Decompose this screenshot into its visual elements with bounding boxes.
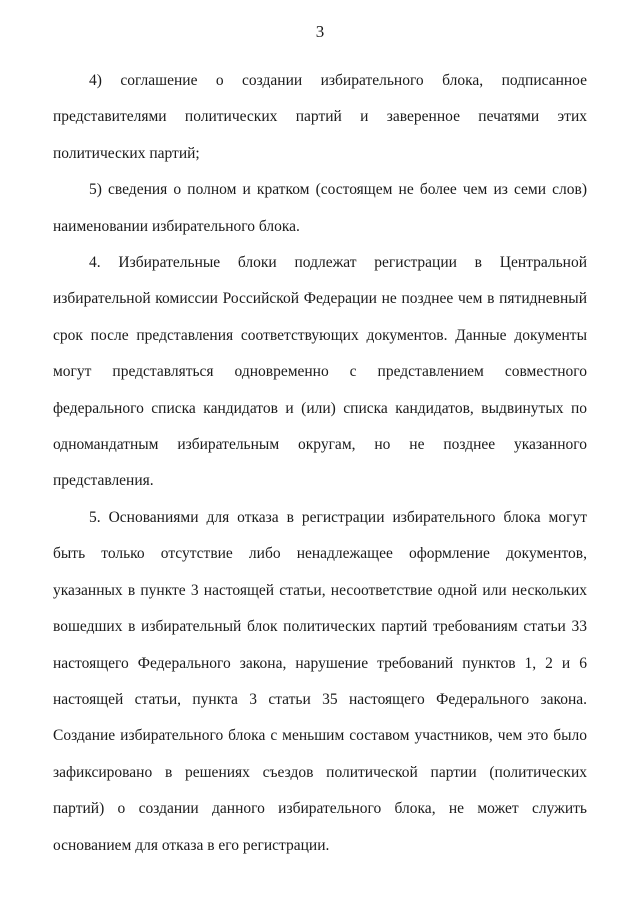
paragraph-agreement-item: 4) соглашение о создании избирательного блока, подписанное представителями политических партий и заверенное печатями этих политических партий; xyxy=(53,72,587,162)
page-number: 3 xyxy=(315,22,325,41)
paragraph-name-item: 5) сведения о полном и кратком (состоящем не более чем из семи слов) наименовании избирательного блока. xyxy=(53,181,587,235)
document-body xyxy=(53,63,587,864)
paragraph-refusal-grounds-clause: 5. Основаниями для отказа в регистрации избирательного блока могут быть только отсутствие либо ненадлежащее оформление документов, указанных в пункте 3 настоящей статьи, несоответствие одной или нескольких вошедших в избирательный блок политических партий требованиям статьи 33 настоящего Федерального закона, нарушение требований пунктов 1, 2 и 6 настоящей статьи, пункта 3 статьи 35 настоящего Федерального закона. Создание избирательного блока с меньшим составом участников, чем это было зафиксировано в решениях съездов политической партии (политических партий) о создании данного избирательного блока, не может служить основанием для отказа в его регистрации. xyxy=(53,508,587,854)
paragraph-registration-clause: 4. Избирательные блоки подлежат регистрации в Центральной избирательной комиссии Российской Федерации не позднее чем в пятидневный срок после представления соответствующих документов. Данные документы могут представляться одновременно с представлением совместного федерального списка кандидатов и (или) списка кандидатов, выдвинутых по одномандатным избирательным округам, но не позднее указанного представления. xyxy=(53,254,587,490)
